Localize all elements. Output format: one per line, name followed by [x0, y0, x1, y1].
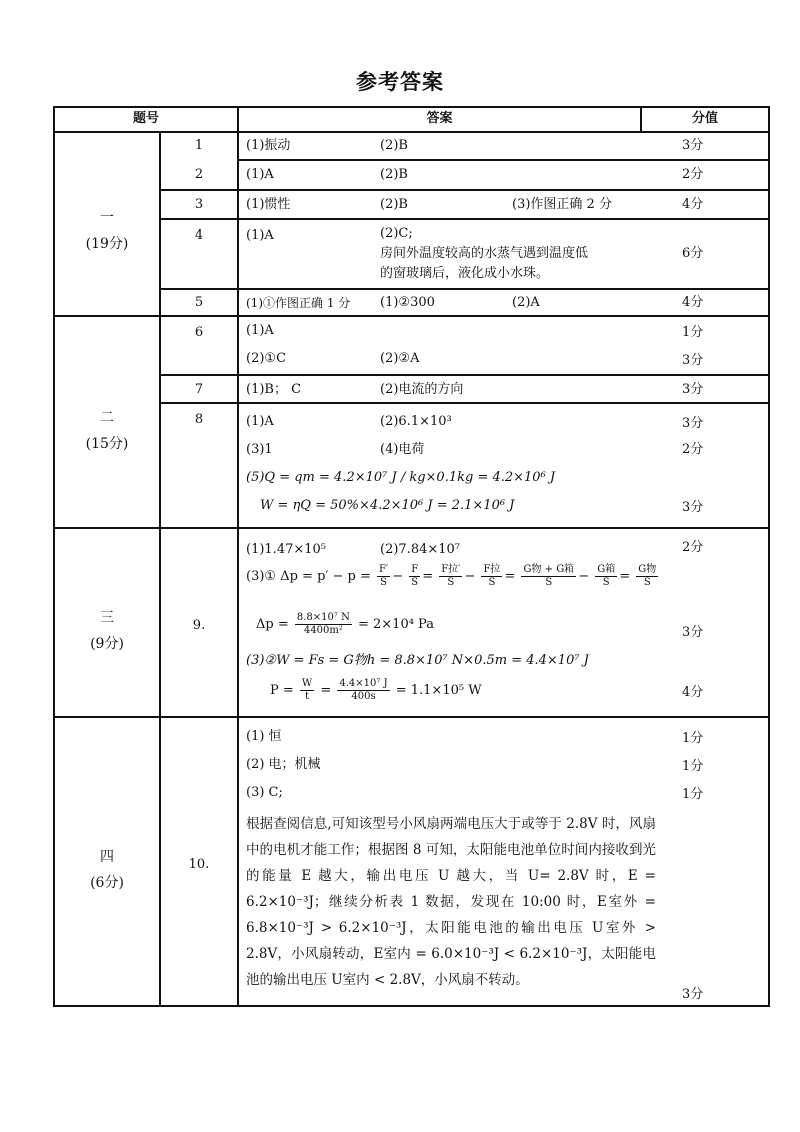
- answer-text: (1) 恒: [246, 729, 282, 744]
- denominator: S: [488, 577, 496, 588]
- answer-text: (4)电荷: [380, 442, 425, 457]
- denominator: S: [602, 577, 610, 588]
- row-divider: [159, 218, 770, 220]
- score: 3分: [682, 987, 704, 1002]
- fraction: [295, 612, 352, 637]
- score: 4分: [682, 295, 704, 310]
- score: 1分: [682, 759, 704, 774]
- denominator: 400s: [351, 691, 376, 702]
- formula: [256, 612, 434, 637]
- score: 3分: [682, 138, 704, 153]
- numerator: F拉′: [441, 564, 461, 575]
- numerator: G物 + G箱: [523, 564, 575, 575]
- formula-text: =: [320, 683, 332, 698]
- question-number: 2: [194, 167, 204, 182]
- table-border-right: [768, 106, 770, 1007]
- score: 6分: [682, 246, 704, 261]
- formula: [270, 678, 482, 703]
- table-border-bottom: [53, 1005, 770, 1007]
- score: 3分: [682, 416, 704, 431]
- question-number: 1: [194, 138, 204, 153]
- section-3-total: (9分): [90, 636, 124, 652]
- answer-text: (3) C;: [246, 785, 283, 800]
- section-1-name: 一: [100, 210, 114, 226]
- header-question-no: 题号: [132, 111, 159, 126]
- formula: (3)① Δp = p′ − p = $\frac{F'}{S}$ − $\frac{F}{S}$ = $\frac{\text{F拉′}}{S}$ − $\frac{\text{F拉}}{S}$ = $\frac{\text{G物 + G箱}}{S}$ − $\frac{\text{G箱}}{S}$ = $\frac{\text{G物}}{S}$: [246, 564, 657, 588]
- section-2-name: 二: [100, 410, 114, 426]
- row-divider: [159, 288, 770, 290]
- answer-text: (2)B: [380, 197, 408, 212]
- row-divider: [159, 374, 770, 376]
- question-number: 8: [194, 412, 204, 427]
- page-title: 参考答案: [356, 70, 444, 94]
- score: 1分: [682, 325, 704, 340]
- score: 2分: [682, 167, 704, 182]
- fraction: [300, 678, 314, 703]
- answer-text: (1)1.47×10⁵: [246, 542, 327, 557]
- score: 3分: [682, 382, 704, 397]
- denominator: 4400m²: [303, 625, 343, 636]
- row-divider: [159, 402, 770, 404]
- score: 3分: [682, 625, 704, 640]
- row-divider: [238, 159, 770, 161]
- answer-text: (1)A: [246, 414, 274, 429]
- formula-text: P =: [270, 683, 294, 698]
- section-1-total: (19分): [85, 236, 129, 252]
- numerator: W: [301, 678, 313, 689]
- numerator: G箱: [597, 564, 616, 575]
- section-3-name: 三: [100, 610, 114, 626]
- denominator: S: [545, 577, 553, 588]
- answer-text: (3)1: [246, 442, 273, 457]
- column-divider: [237, 106, 239, 1005]
- answer-text: (1)A: [246, 323, 274, 338]
- score: 4分: [682, 685, 704, 700]
- answer-text: (2)B: [380, 138, 408, 153]
- answer-text: (2) 电；机械: [246, 757, 321, 772]
- fraction: [409, 564, 420, 589]
- answer-text: (2)电流的方向: [380, 382, 464, 397]
- table-border-top: [53, 106, 770, 108]
- fraction: [595, 564, 617, 589]
- answer-text: (1)B； C: [246, 382, 302, 397]
- numerator: G物: [638, 564, 657, 575]
- question-number: 9.: [192, 618, 206, 633]
- numerator: F′: [379, 564, 389, 575]
- formula: (5)Q = qm = 4.2×10⁷ J / kg×0.1kg = 4.2×10⁶ J: [246, 470, 556, 485]
- section-4-total: (6分): [90, 875, 124, 891]
- denominator: S: [411, 577, 419, 588]
- formula: W = ηQ = 50%×4.2×10⁶ J = 2.1×10⁶ J: [260, 498, 515, 513]
- score: 3分: [682, 500, 704, 515]
- row-divider: [159, 189, 770, 191]
- formula-text: = 1.1×10⁵ W: [395, 683, 482, 698]
- answer-text: (1)②300: [380, 295, 435, 310]
- denominator: S: [447, 577, 455, 588]
- answer-text: (2)C;: [380, 226, 413, 241]
- header-score: 分值: [691, 111, 718, 126]
- question-number: 3: [194, 197, 204, 212]
- score: 1分: [682, 787, 704, 802]
- formula: (3)②W = Fs = G物h = 8.8×10⁷ N×0.5m = 4.4×10⁷ J: [246, 653, 589, 668]
- denominator: S: [643, 577, 651, 588]
- answer-text: (1)振动: [246, 138, 291, 153]
- fraction: [481, 564, 502, 589]
- answer-text: (1)A: [246, 167, 274, 182]
- answer-text: (3)作图正确 2 分: [512, 197, 612, 212]
- answer-text: (2)7.84×10⁷: [380, 542, 461, 557]
- section-2-total: (15分): [85, 436, 129, 452]
- answer-text: 的窗玻璃后，液化成小水珠。: [380, 266, 550, 281]
- score: 3分: [682, 353, 704, 368]
- answer-text: 房间外温度较高的水蒸气遇到温度低: [380, 246, 589, 261]
- numerator: F拉: [483, 564, 501, 575]
- section-4-name: 四: [100, 849, 114, 865]
- fraction: [521, 564, 576, 589]
- answer-text: (2)A: [512, 295, 540, 310]
- fraction: [337, 678, 389, 703]
- fraction: [377, 564, 390, 589]
- question-number: 4: [194, 228, 204, 243]
- answer-text: (2)6.1×10³: [380, 414, 452, 429]
- answer-text: (1)①作图正确 1 分: [246, 296, 351, 310]
- answer-text: (1)A: [246, 228, 274, 243]
- formula-text: = 2×10⁴ Pa: [357, 617, 434, 632]
- answer-text: (2)①C: [246, 351, 287, 366]
- numerator: F: [411, 564, 419, 575]
- score: 1分: [682, 731, 704, 746]
- answer-text: (2)B: [380, 167, 408, 182]
- answer-text: (2)②A: [380, 351, 420, 366]
- question-number: 6: [194, 325, 204, 340]
- header-answer: 答案: [426, 111, 453, 126]
- question-number: 5: [194, 295, 204, 310]
- score: 4分: [682, 197, 704, 212]
- answer-text: (1)惯性: [246, 197, 291, 212]
- denominator: S: [380, 577, 388, 588]
- numerator: 4.4×10⁷ J: [339, 678, 388, 689]
- score: 2分: [682, 540, 704, 555]
- numerator: 8.8×10⁷ N: [296, 612, 350, 623]
- formula-text: (3)① Δp = p′ − p =: [246, 569, 371, 584]
- score: 2分: [682, 442, 704, 457]
- fraction: [439, 564, 462, 589]
- denominator: t: [305, 691, 310, 702]
- fraction: [636, 564, 658, 589]
- answer-paragraph: 根据查阅信息,可知该型号小风扇两端电压大于或等于 2.8V 时，风扇中的电机才能工作；根据图 8 可知，太阳能电池单位时间内接收到光的能量 E 越大，输出电压 U 越大，当 U= 2.8V 时，E = 6.2×10⁻³J；继续分析表 1 数据，发现在 10:00 时，E室外 = 6.8×10⁻³J > 6.2×10⁻³J，太阳能电池的输出电压 U室外 > 2.8V，小风扇转动，E室内 = 6.0×10⁻³J < 6.2×10⁻³J，太阳能电池的输出电压 U室内 < 2.8V，小风扇不转动。: [246, 816, 656, 988]
- question-number: 10.: [188, 857, 210, 872]
- question-number: 7: [194, 382, 204, 397]
- formula-text: Δp =: [256, 617, 289, 632]
